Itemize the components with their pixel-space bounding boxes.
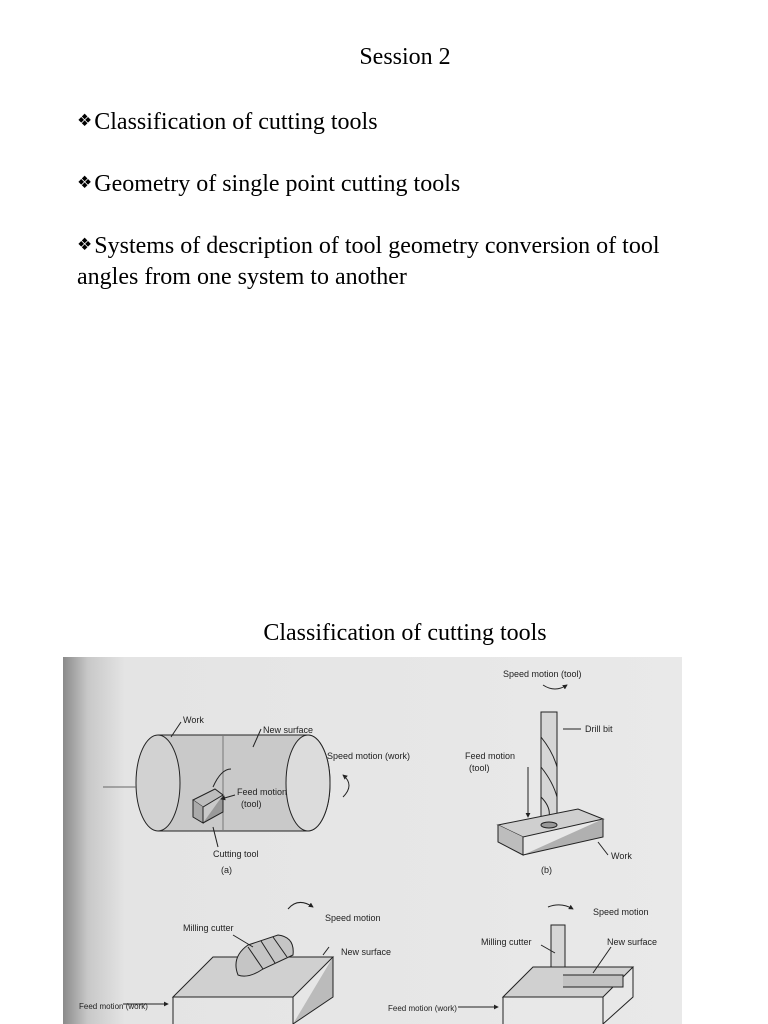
- label-milling-cutter: Milling cutter: [481, 937, 532, 947]
- label-work: Work: [183, 715, 204, 725]
- label-feed-motion-work: Feed motion (work): [79, 1002, 148, 1011]
- label-feed-motion-sub: (tool): [241, 799, 262, 809]
- label-speed-motion-work: Speed motion (work): [327, 751, 411, 761]
- label-feed-motion: Feed motion: [237, 787, 288, 797]
- label-work: Work: [611, 851, 632, 861]
- label-new-surface: New surface: [607, 937, 658, 947]
- label-speed-motion: Speed motion: [593, 907, 649, 917]
- label-feed-motion: Feed motion: [465, 751, 516, 761]
- label-cutting-tool: Cutting tool: [213, 849, 259, 859]
- label-new-surface: New surface: [263, 725, 314, 735]
- diamond-bullet-icon: ❖: [77, 235, 93, 255]
- label-drill-bit: Drill bit: [585, 724, 613, 734]
- bullet-item: [77, 230, 717, 293]
- bullet-item: [77, 106, 717, 138]
- session-title: Session 2: [359, 44, 451, 70]
- label-feed-motion-work: Feed motion (work): [388, 1004, 457, 1013]
- figure-title: Classification of cutting tools: [263, 620, 547, 646]
- label-feed-motion-sub: (tool): [469, 763, 490, 773]
- diamond-bullet-icon: ❖: [77, 173, 93, 193]
- caption-b: (b): [541, 865, 552, 875]
- label-speed-motion: Speed motion: [325, 913, 381, 923]
- label-new-surface: New surface: [341, 947, 392, 957]
- figure-illustration: [63, 657, 682, 1024]
- bullet-text: Systems of description of tool geometry conversion of tool angles from one system to another: [77, 233, 660, 290]
- bullet-text: Classification of cutting tools: [94, 109, 378, 135]
- bullet-text: Geometry of single point cutting tools: [94, 171, 461, 197]
- label-milling-cutter: Milling cutter: [183, 923, 234, 933]
- bullet-item: [77, 168, 717, 200]
- diamond-bullet-icon: ❖: [77, 111, 93, 131]
- label-speed-motion-tool: Speed motion (tool): [503, 669, 582, 679]
- caption-a: (a): [221, 865, 232, 875]
- cutting-tools-figure: [63, 657, 682, 1024]
